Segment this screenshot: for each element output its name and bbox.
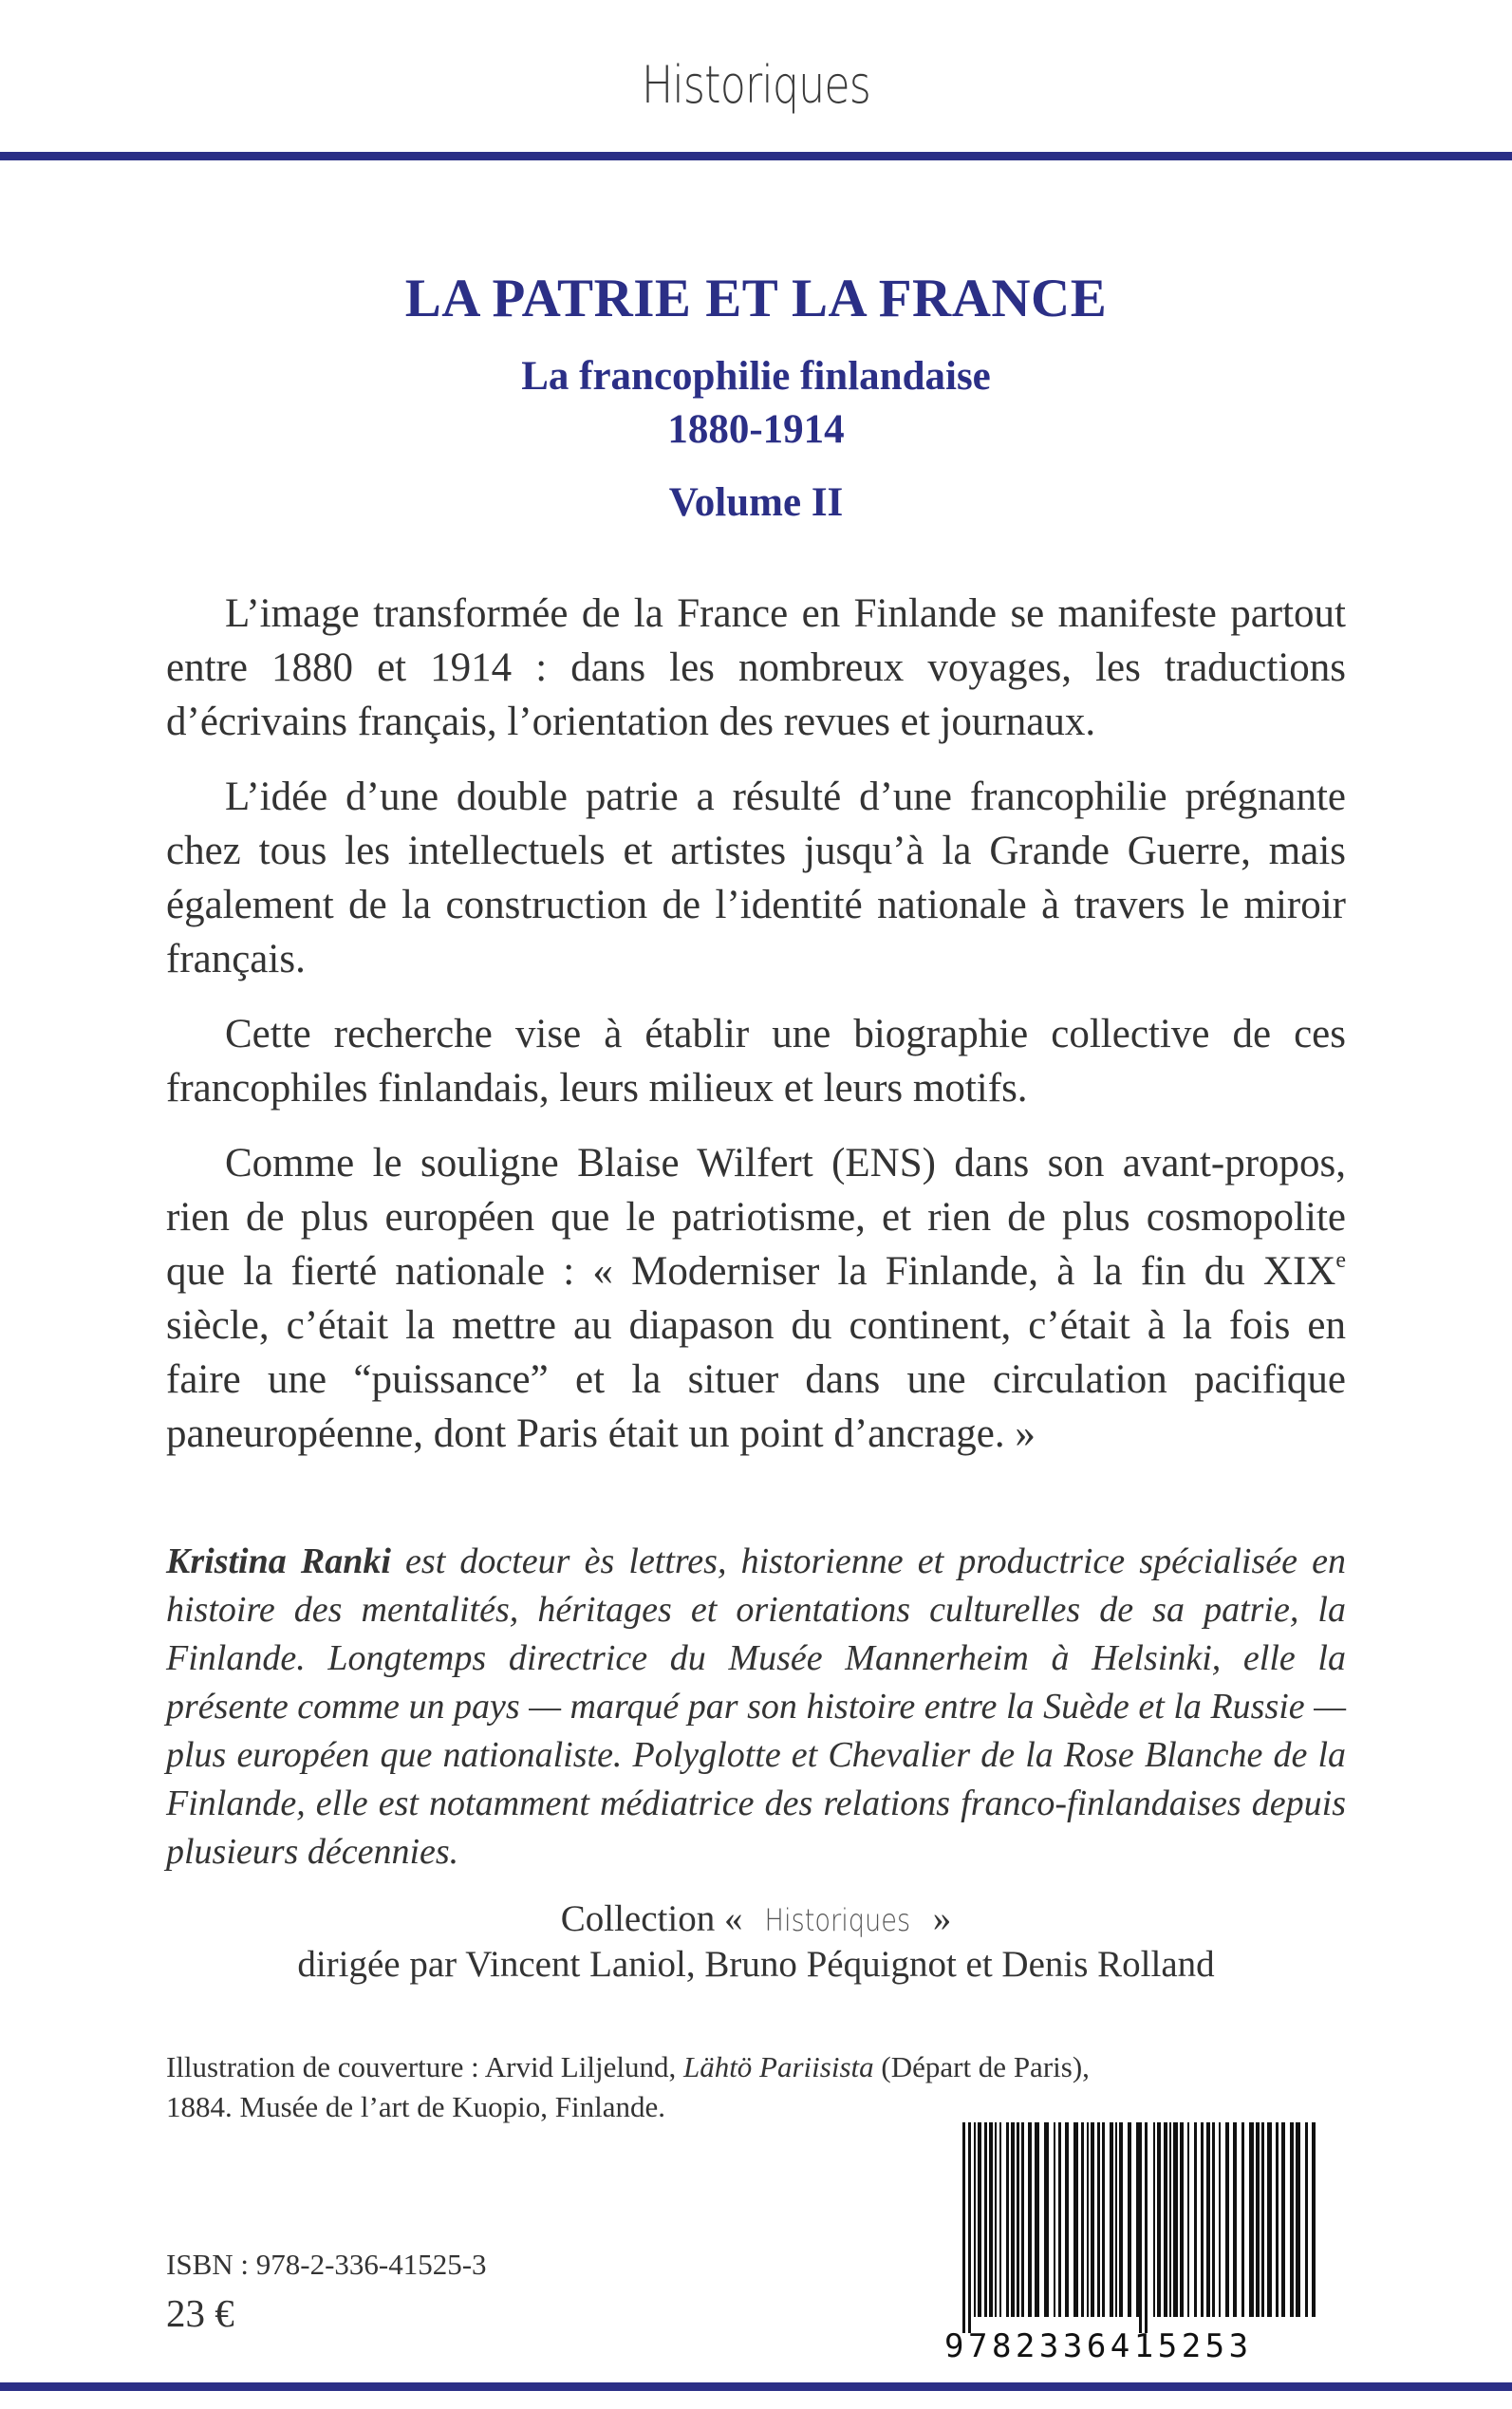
author-bio-text: est docteur ès lettres, historienne et productrice spécialisée en histoire des mentalités, héritages et orientations culturelles de sa patrie, la Finlande. Longtemps directrice du Musée Mannerheim à Helsinki, elle la présente comme un pays — marqué par son histoire entre la Suède et la Russie — plus européen que nationaliste. Polyglotte et Chevalier de la Rose Blanche de la Finlande, elle est notamment médiatrice des relations franco-finlandaises depuis plusieurs décennies.	[166, 1541, 1346, 1872]
barcode-bar	[1194, 2122, 1197, 2317]
blurb-paragraph-4	[166, 1136, 1346, 1461]
barcode-bar	[1219, 2122, 1221, 2317]
barcode-bar	[1044, 2122, 1049, 2317]
barcode-guard-bar	[962, 2122, 965, 2333]
collection-prefix: Collection «	[560, 1898, 753, 1939]
quote-part-1: Comme le souligne Blaise Wilfert (ENS) dans son avant-propos, rien de plus européen que le patriotisme, et rien de plus cosmopolite que la fierté nationale : « Moderniser la Finlande, à la fin du XIX	[166, 1141, 1346, 1294]
barcode-bar	[974, 2122, 976, 2317]
century-superscript: e	[1335, 1248, 1346, 1273]
barcode-bar	[1267, 2122, 1272, 2317]
collection-suffix: »	[923, 1898, 952, 1939]
barcode-bar	[1011, 2122, 1015, 2317]
book-title: LA PATRIE ET LA FRANCE	[404, 269, 1108, 328]
barcode-guard-bar	[968, 2122, 971, 2333]
collection-series-name: Historiques	[764, 1902, 911, 1938]
barcode-bar	[1021, 2122, 1024, 2317]
barcode-bar	[1180, 2122, 1184, 2317]
barcode-bar	[1305, 2122, 1308, 2317]
barcode-bar	[1296, 2122, 1300, 2317]
barcode-bar	[1276, 2122, 1279, 2317]
author-name: Kristina Ranki	[166, 1541, 391, 1581]
barcode-bars	[959, 2122, 1329, 2333]
quote-part-2: siècle, c’était la mettre au diapason du continent, c’était à la fois en faire une “puissance” et la situer dans une circulation pacifique paneuropéenne, dont Paris était un point d’ancrage. »	[166, 1303, 1346, 1456]
barcode-bar	[1115, 2122, 1117, 2317]
barcode-bar	[1136, 2122, 1139, 2317]
barcode-digits: 9782336415253	[944, 2327, 1253, 2365]
book-subtitle: La francophilie finlandaise	[521, 354, 991, 399]
barcode-bar	[1164, 2122, 1167, 2317]
barcode-bar	[1169, 2122, 1171, 2317]
barcode-bar	[1097, 2122, 1100, 2317]
isbn: ISBN : 978-2-336-41525-3	[166, 2248, 487, 2281]
barcode-bar	[1091, 2122, 1094, 2317]
barcode-bar	[1249, 2122, 1254, 2317]
barcode-bar	[1119, 2122, 1123, 2317]
barcode-bar	[1035, 2122, 1039, 2317]
barcode-bar	[1187, 2122, 1189, 2317]
blurb-paragraph-3: Cette recherche vise à établir une biographie collective de ces francophiles finlandais, leurs milieux et leurs motifs.	[166, 1012, 1346, 1111]
barcode-bar	[1017, 2122, 1019, 2317]
blurb	[166, 587, 1346, 1482]
barcode-bar	[989, 2122, 993, 2317]
barcode-bar	[1110, 2122, 1113, 2317]
book-volume: Volume II	[668, 480, 844, 525]
collection-directors: dirigée par Vincent Laniol, Bruno Péquignot et Denis Rolland	[297, 1944, 1215, 1985]
barcode-bar	[999, 2122, 1001, 2317]
barcode-bar	[1261, 2122, 1264, 2317]
barcode-bar	[1256, 2122, 1260, 2317]
barcode-bar	[1173, 2122, 1178, 2317]
barcode-bar	[995, 2122, 997, 2317]
barcode-bar	[1157, 2122, 1161, 2317]
barcode-guard-bar	[1139, 2122, 1142, 2333]
barcode-bar	[1058, 2122, 1061, 2317]
barcode-bar	[1312, 2122, 1316, 2317]
barcode	[940, 2122, 1336, 2379]
collection-line	[0, 1896, 1512, 1943]
barcode-bar	[1153, 2122, 1155, 2317]
barcode-bar	[1281, 2122, 1285, 2317]
credit-suffix: (Départ de Paris), 1884. Musée de l’art de Kuopio, Finlande.	[166, 2050, 1090, 2123]
credit-work-title: Lähtö Pariisista	[682, 2050, 874, 2083]
cover-credit	[166, 2047, 1163, 2127]
credit-prefix: Illustration de couverture : Arvid Liljelund,	[166, 2050, 683, 2083]
bottom-rule	[0, 2382, 1512, 2391]
barcode-bar	[1225, 2122, 1229, 2317]
barcode-bar	[1087, 2122, 1089, 2317]
barcode-bar	[1073, 2122, 1078, 2317]
barcode-bar	[1054, 2122, 1055, 2317]
book-dates: 1880-1914	[667, 407, 845, 452]
barcode-bar	[1201, 2122, 1204, 2317]
barcode-bar	[1028, 2122, 1032, 2317]
barcode-bar	[1081, 2122, 1084, 2317]
barcode-bar	[984, 2122, 987, 2317]
top-rule	[0, 152, 1512, 160]
barcode-bar	[978, 2122, 981, 2317]
blurb-paragraph-1: L’image transformée de la France en Finlande se manifeste partout entre 1880 et 1914 : dans les nombreux voyages, les traductions d’écrivains français, l’orientation des revues et journaux.	[166, 591, 1346, 744]
barcode-bar	[1290, 2122, 1294, 2317]
barcode-bar	[1212, 2122, 1215, 2317]
barcode-bar	[1102, 2122, 1105, 2317]
price: 23 €	[166, 2291, 234, 2335]
barcode-guard-bar	[1145, 2122, 1148, 2333]
barcode-bar	[1065, 2122, 1069, 2317]
barcode-bar	[1233, 2122, 1237, 2317]
barcode-bar	[1241, 2122, 1244, 2317]
author-bio	[166, 1538, 1346, 1877]
barcode-bar	[1206, 2122, 1210, 2317]
barcode-bar	[1006, 2122, 1009, 2317]
barcode-bar	[1128, 2122, 1131, 2317]
series-logo: Historiques	[641, 55, 871, 115]
blurb-paragraph-2: L’idée d’une double patrie a résulté d’une francophilie prégnante chez tous les intellectuels et artistes jusqu’à la Grande Guerre, mais également de la construction de l’identité nationale à travers le miroir français.	[166, 775, 1346, 981]
